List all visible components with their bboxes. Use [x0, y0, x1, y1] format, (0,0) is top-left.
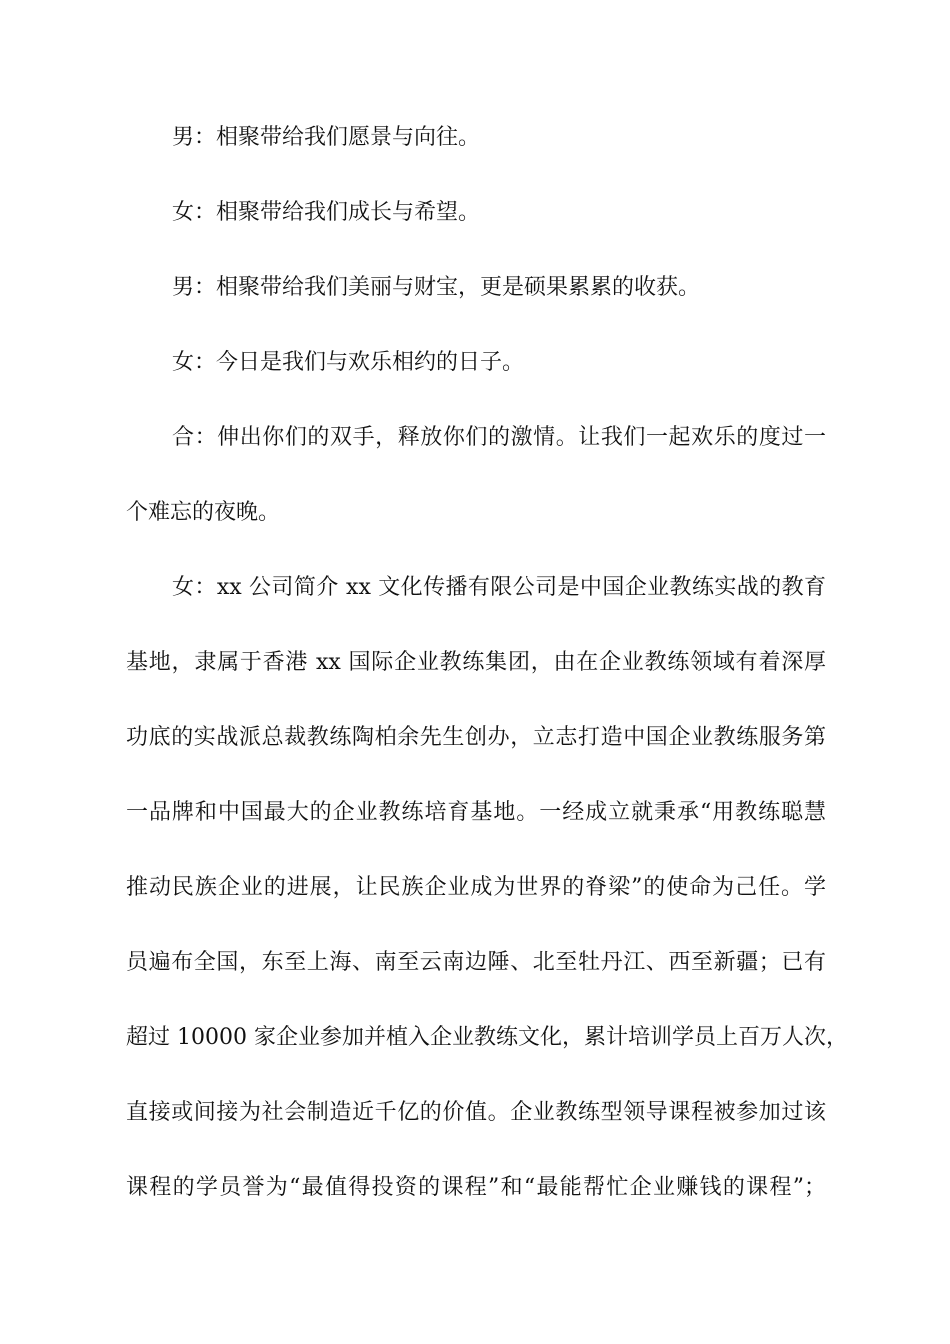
- paragraph-line: 基地，隶属于香港 xx 国际企业教练集团，由在企业教练领域有着深厚: [126, 650, 826, 675]
- dialogue-line: 男：相聚带给我们愿景与向往。: [172, 125, 481, 150]
- paragraph-line: 超过 10000 家企业参加并植入企业教练文化，累计培训学员上百万人次，: [126, 1025, 848, 1050]
- paragraph-line: 个难忘的夜晚。: [126, 500, 281, 525]
- paragraph-line: 女：xx 公司简介 xx 文化传播有限公司是中国企业教练实战的教育: [172, 575, 826, 600]
- paragraph-line: 功底的实战派总裁教练陶柏余先生创办，立志打造中国企业教练服务第: [126, 725, 826, 750]
- paragraph-line: 员遍布全国，东至上海、南至云南边陲、北至牡丹江、西至新疆；已有: [126, 950, 826, 975]
- dialogue-line: 女：今日是我们与欢乐相约的日子。: [172, 350, 525, 375]
- dialogue-line: 合：伸出你们的双手，释放你们的激情。让我们一起欢乐的度过一: [172, 425, 826, 450]
- paragraph-line: 推动民族企业的进展，让民族企业成为世界的脊梁”的使命为己任。学: [126, 875, 826, 900]
- dialogue-line: 男：相聚带给我们美丽与财宝，更是硕果累累的收获。: [172, 275, 701, 300]
- dialogue-line: 女：相聚带给我们成长与希望。: [172, 200, 481, 225]
- paragraph-line: 课程的学员誉为“最值得投资的课程”和“最能帮忙企业赚钱的课程”；: [126, 1175, 826, 1200]
- paragraph-line: 一品牌和中国最大的企业教练培育基地。一经成立就秉承“用教练聪慧: [126, 800, 826, 825]
- paragraph-line: 直接或间接为社会制造近千亿的价值。企业教练型领导课程被参加过该: [126, 1100, 826, 1125]
